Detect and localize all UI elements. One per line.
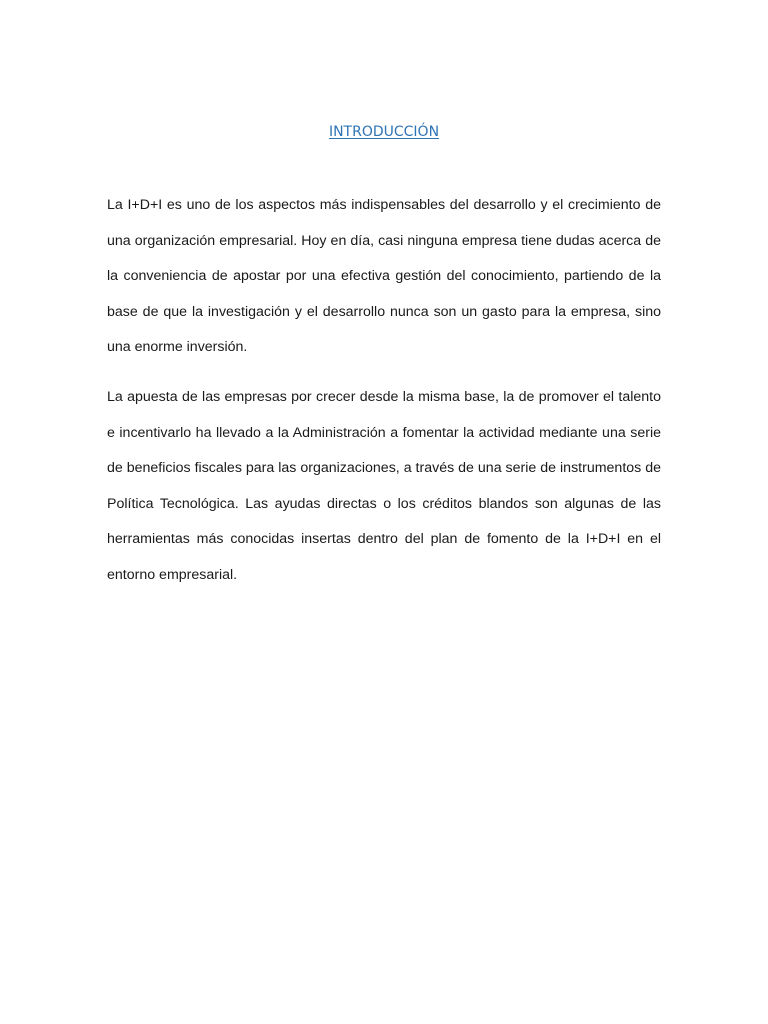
paragraph-2: La apuesta de las empresas por crecer desde la misma base, la de promover el talento e incentivarlo ha llevado a la Administración a fomentar la actividad mediante una serie de beneficios fiscales para las organizaciones, a través de una serie de instrumentos de Política Tecnológica. Las ayudas directas o los créditos blandos son algunas de las herramientas más conocidas insertas dentro del plan de fomento de la I+D+I en el entorno empresarial. [107, 389, 661, 583]
page-title: INTRODUCCIÓN [328, 124, 440, 140]
paragraph-1: La I+D+I es uno de los aspectos más indispensables del desarrollo y el crecimiento de una organización empresarial. Hoy en día, casi ninguna empresa tiene dudas acerca de la conveniencia de apostar por una efectiva gestión del conocimiento, partiendo de la base de que la investigación y el desarrollo nunca son un gasto para la empresa, sino una enorme inversión. [107, 197, 661, 356]
